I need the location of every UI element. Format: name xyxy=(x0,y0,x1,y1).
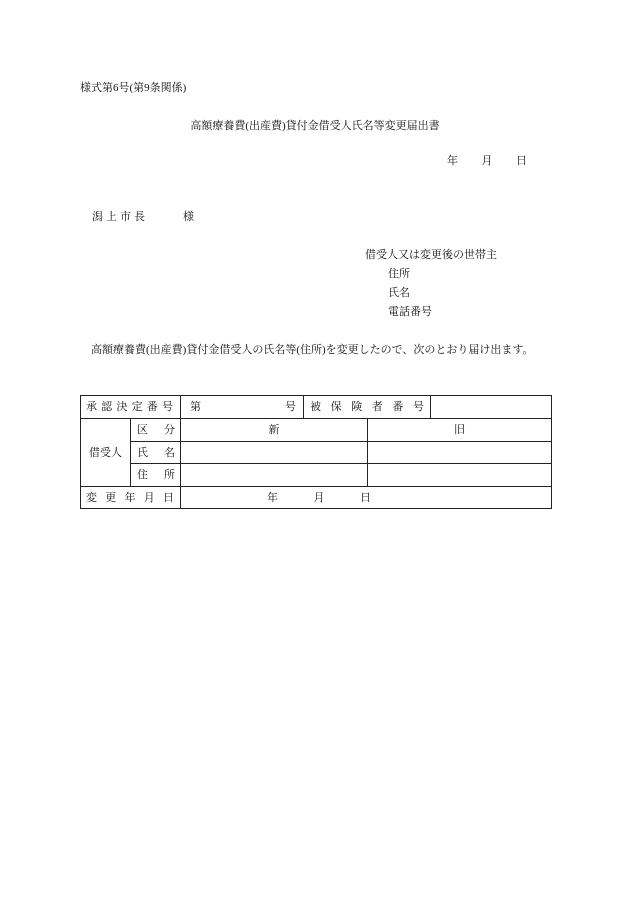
submission-date xyxy=(447,154,527,168)
insured-number-label: 被 保 険 者 番 号 xyxy=(304,396,431,419)
date-month-label: 月 xyxy=(481,155,493,167)
borrower-name-label: 氏 名 xyxy=(131,442,181,464)
applicant-phone-label: 電話番号 xyxy=(388,306,432,318)
old-name-value xyxy=(368,442,552,464)
applicant-name-label: 氏名 xyxy=(388,287,410,299)
change-details-table xyxy=(80,395,552,509)
old-column-header: 旧 xyxy=(368,419,552,442)
category-label: 区 分 xyxy=(131,419,181,442)
change-date-cell xyxy=(181,487,552,509)
approval-number-label: 承 認 決 定 番 号 xyxy=(81,396,181,419)
new-name-value xyxy=(181,442,368,464)
applicant-address-label: 住所 xyxy=(388,268,410,280)
change-date-year: 年 xyxy=(267,491,278,504)
table-row-category xyxy=(81,419,552,442)
borrower-address-label: 住 所 xyxy=(131,464,181,487)
table-row-address xyxy=(81,464,552,487)
insured-number-value xyxy=(431,396,552,419)
old-address-value xyxy=(368,464,552,487)
change-date-label: 変 更 年 月 日 xyxy=(81,487,181,509)
body-text: 高額療養費(出産費)貸付金借受人の氏名等(住所)を変更したので、次のとおり届け出ます。 xyxy=(91,344,534,356)
table-row-approval xyxy=(81,396,552,419)
form-number: 様式第6号(第9条関係) xyxy=(80,82,187,94)
document-title: 高額療養費(出産費)貸付金借受人氏名等変更届出書 xyxy=(190,120,440,132)
table-row-name xyxy=(81,442,552,464)
addressee-name: 潟上市長 xyxy=(92,211,148,223)
borrower-label: 借受人 xyxy=(81,419,131,487)
table-row-change-date xyxy=(81,487,552,509)
approval-number-suffix: 号 xyxy=(285,401,296,413)
applicant-heading: 借受人又は変更後の世帯主 xyxy=(365,249,497,261)
approval-number-cell xyxy=(181,396,304,419)
date-day-label: 日 xyxy=(516,155,527,167)
approval-number-prefix: 第 xyxy=(190,401,201,413)
new-column-header: 新 xyxy=(181,419,368,442)
date-year-label: 年 xyxy=(447,155,458,167)
addressee-honorific: 様 xyxy=(183,211,194,223)
new-address-value xyxy=(181,464,368,487)
change-date-day: 日 xyxy=(360,491,371,504)
change-date-month: 月 xyxy=(313,491,325,504)
